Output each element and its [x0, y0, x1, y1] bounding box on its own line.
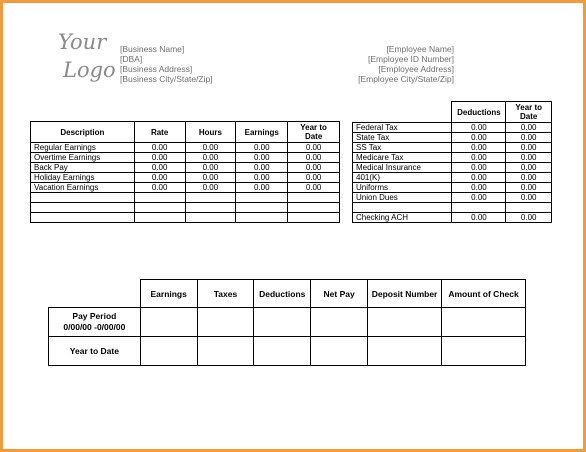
earnings-description: Vacation Earnings: [31, 183, 135, 193]
earnings-header-row: [31, 122, 340, 143]
summary-row-ytd: [49, 337, 526, 366]
earnings-ytd: 0.00: [288, 153, 340, 163]
deduction-ytd: 0.00: [506, 213, 552, 223]
pay-period-range: 0/00/00 -0/00/00: [63, 322, 126, 332]
logo-line-1: Your: [58, 30, 107, 54]
earnings-amount: 0.00: [236, 153, 288, 163]
pay-period-taxes: [197, 308, 254, 337]
ytd-taxes: [197, 337, 254, 366]
deduction-amount: [452, 203, 506, 213]
employee-address: [Employee Address]: [378, 64, 454, 74]
ytd-earnings: [140, 337, 197, 366]
earnings-header-ytd: Year to Date: [288, 122, 340, 143]
earnings-header-hours: Hours: [185, 122, 236, 143]
employee-name: [Employee Name]: [386, 44, 454, 54]
table-row-empty: [31, 193, 340, 203]
earnings-description: Holiday Earnings: [31, 173, 135, 183]
deduction-amount: 0.00: [452, 153, 506, 163]
deduction-ytd: 0.00: [506, 183, 552, 193]
earnings-header-rate: Rate: [134, 122, 185, 143]
earnings-amount: 0.00: [236, 163, 288, 173]
earnings-description: Back Pay: [31, 163, 135, 173]
table-row: [353, 183, 552, 193]
pay-period-deductions: [254, 308, 311, 337]
deduction-description: Medicare Tax: [353, 153, 452, 163]
earnings-description: Overtime Earnings: [31, 153, 135, 163]
business-info: [120, 44, 213, 84]
deduction-ytd: 0.00: [506, 163, 552, 173]
table-row-empty: [31, 213, 340, 223]
employee-id-number: [Employee ID Number]: [368, 54, 454, 64]
deduction-amount: 0.00: [452, 143, 506, 153]
deduction-description: [353, 203, 452, 213]
company-logo: [58, 28, 118, 90]
ytd-label: Year to Date: [49, 337, 141, 366]
pay-period-label: Pay Period: [72, 311, 117, 321]
table-row: [353, 213, 552, 223]
table-row: [31, 143, 340, 153]
deduction-description: Uniforms: [353, 183, 452, 193]
deduction-amount: 0.00: [452, 133, 506, 143]
deductions-table: [352, 101, 552, 223]
table-row: [31, 183, 340, 193]
summary-row-pay-period: [49, 308, 526, 337]
earnings-hours: 0.00: [185, 143, 236, 153]
pay-period-deposit-number: [368, 308, 442, 337]
logo-line-2: Logo: [63, 58, 116, 82]
earnings-hours: 0.00: [185, 173, 236, 183]
table-row-empty: [353, 203, 552, 213]
earnings-rate: 0.00: [134, 163, 185, 173]
table-row: [353, 133, 552, 143]
deduction-description: Union Dues: [353, 193, 452, 203]
ytd-deposit-number: [368, 337, 442, 366]
deductions-header-ytd: Year to Date: [506, 102, 552, 123]
deduction-amount: 0.00: [452, 163, 506, 173]
summary-header-deductions: Deductions: [254, 280, 311, 308]
earnings-description: Regular Earnings: [31, 143, 135, 153]
earnings-table: [30, 121, 340, 223]
summary-header-earnings: Earnings: [140, 280, 197, 308]
table-row: [353, 163, 552, 173]
pay-period-cell: [49, 308, 141, 337]
deduction-description: 401(K): [353, 173, 452, 183]
table-row: [31, 153, 340, 163]
ytd-deductions: [254, 337, 311, 366]
earnings-amount: 0.00: [236, 183, 288, 193]
summary-header-row: [49, 280, 526, 308]
deductions-header-current: Deductions: [452, 102, 506, 123]
earnings-rate: 0.00: [134, 173, 185, 183]
deduction-amount: 0.00: [452, 173, 506, 183]
deduction-description: Federal Tax: [353, 123, 452, 133]
deduction-description: SS Tax: [353, 143, 452, 153]
earnings-header-earnings: Earnings: [236, 122, 288, 143]
summary-header-amount-of-check: Amount of Check: [442, 280, 526, 308]
business-name: [Business Name]: [120, 44, 185, 54]
deduction-ytd: [506, 203, 552, 213]
deduction-ytd: 0.00: [506, 193, 552, 203]
business-address: [Business Address]: [120, 64, 193, 74]
deduction-ytd: 0.00: [506, 153, 552, 163]
deduction-amount: 0.00: [452, 123, 506, 133]
table-row: [353, 193, 552, 203]
earnings-hours: 0.00: [185, 163, 236, 173]
earnings-ytd: 0.00: [288, 183, 340, 193]
earnings-header-description: Description: [31, 122, 135, 143]
ytd-net-pay: [311, 337, 368, 366]
deduction-ytd: 0.00: [506, 173, 552, 183]
deduction-amount: 0.00: [452, 193, 506, 203]
business-dba: [DBA]: [120, 54, 143, 64]
earnings-rate: 0.00: [134, 183, 185, 193]
table-row: [31, 173, 340, 183]
earnings-hours: 0.00: [185, 183, 236, 193]
deduction-description: State Tax: [353, 133, 452, 143]
pay-period-amount-of-check: [442, 308, 526, 337]
pay-summary-table: [48, 279, 526, 366]
earnings-amount: 0.00: [236, 173, 288, 183]
table-row: [31, 163, 340, 173]
deduction-description: Medical Insurance: [353, 163, 452, 173]
pay-period-earnings: [140, 308, 197, 337]
summary-header-net-pay: Net Pay: [311, 280, 368, 308]
deduction-amount: 0.00: [452, 213, 506, 223]
earnings-amount: 0.00: [236, 143, 288, 153]
table-row: [353, 123, 552, 133]
earnings-hours: 0.00: [185, 153, 236, 163]
summary-header-taxes: Taxes: [197, 280, 254, 308]
table-row: [353, 153, 552, 163]
employee-city-state-zip: [Employee City/State/Zip]: [358, 74, 454, 84]
pay-period-net-pay: [311, 308, 368, 337]
summary-header-deposit-number: Deposit Number: [368, 280, 442, 308]
earnings-rate: 0.00: [134, 143, 185, 153]
deduction-amount: 0.00: [452, 183, 506, 193]
employee-info: [358, 44, 454, 84]
table-row: [353, 143, 552, 153]
deduction-ytd: 0.00: [506, 133, 552, 143]
table-row: [353, 173, 552, 183]
earnings-ytd: 0.00: [288, 143, 340, 153]
ytd-amount-of-check: [442, 337, 526, 366]
deduction-ytd: 0.00: [506, 143, 552, 153]
deduction-ytd: 0.00: [506, 123, 552, 133]
earnings-ytd: 0.00: [288, 163, 340, 173]
business-city-state-zip: [Business City/State/Zip]: [120, 74, 213, 84]
table-row-empty: [31, 203, 340, 213]
deduction-description: Checking ACH: [353, 213, 452, 223]
earnings-rate: 0.00: [134, 153, 185, 163]
deductions-header-row: [353, 102, 552, 123]
earnings-ytd: 0.00: [288, 173, 340, 183]
